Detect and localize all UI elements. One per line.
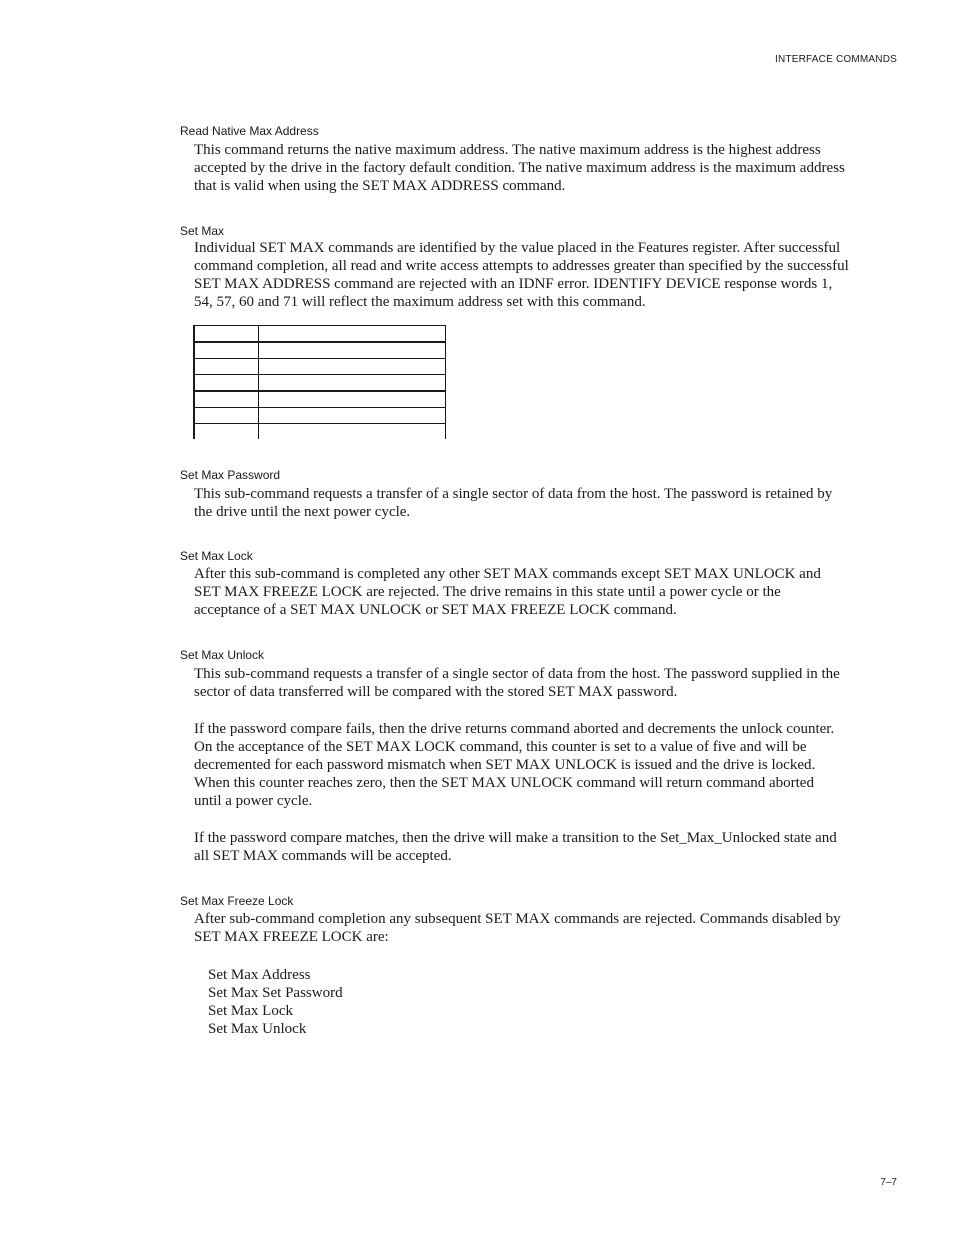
disabled-commands-list — [208, 966, 343, 1038]
list-item: Set Max Lock — [208, 1003, 293, 1019]
list-item: Set Max Set Password — [208, 985, 343, 1001]
text-line: that is valid when using the SET MAX ADDRESS command. — [194, 178, 566, 194]
paragraph-set-max — [194, 239, 866, 311]
section-heading-set-max-freeze-lock: Set Max Freeze Lock — [180, 894, 294, 908]
text-line: On the acceptance of the SET MAX LOCK command, this counter is set to a value of five and will be — [194, 739, 807, 755]
table-row — [194, 424, 446, 440]
table-cell — [194, 359, 259, 375]
text-line: 54, 57, 60 and 71 will reflect the maximum address set with this command. — [194, 294, 646, 310]
table-cell — [194, 375, 259, 392]
table-cell — [259, 424, 446, 440]
table-row — [194, 408, 446, 424]
list-item: Set Max Unlock — [208, 1021, 307, 1037]
table-cell — [194, 424, 259, 440]
table-cell — [259, 391, 446, 408]
table-cell — [259, 342, 446, 359]
table-cell — [194, 391, 259, 408]
table-row — [194, 375, 446, 392]
list-item: Set Max Address — [208, 967, 311, 983]
text-line: all SET MAX commands will be accepted. — [194, 848, 452, 864]
section-heading-set-max-lock: Set Max Lock — [180, 549, 253, 563]
text-line: SET MAX FREEZE LOCK are rejected. The drive remains in this state until a power cycle or the — [194, 584, 781, 600]
paragraph-set-max-freeze-lock — [194, 910, 866, 946]
text-line: SET MAX ADDRESS command are rejected with an IDNF error. IDENTIFY DEVICE response words 1, — [194, 276, 833, 292]
table-cell — [194, 326, 259, 343]
text-line: SET MAX FREEZE LOCK are: — [194, 929, 389, 945]
text-line: If the password compare matches, then the drive will make a transition to the Set_Max_Unlocked state and — [194, 830, 837, 846]
set-max-features-table — [193, 325, 446, 439]
paragraph-set-max-unlock-3 — [194, 829, 866, 865]
table-cell — [259, 375, 446, 392]
table-row — [194, 359, 446, 375]
text-line: sector of data transferred will be compared with the stored SET MAX password. — [194, 684, 678, 700]
text-line: After this sub-command is completed any other SET MAX commands except SET MAX UNLOCK and — [194, 566, 821, 582]
table-cell — [194, 342, 259, 359]
paragraph-set-max-lock — [194, 565, 866, 619]
section-heading-set-max-unlock: Set Max Unlock — [180, 648, 265, 662]
text-line: When this counter reaches zero, then the SET MAX UNLOCK command will return command aborted — [194, 775, 814, 791]
page-number: 7–7 — [880, 1177, 897, 1188]
table-row — [194, 342, 446, 359]
text-line: This command returns the native maximum address. The native maximum address is the highest address — [194, 142, 821, 158]
text-line: decremented for each password mismatch when SET MAX UNLOCK is issued and the drive is locked. — [194, 757, 816, 773]
section-heading-set-max-password: Set Max Password — [180, 468, 281, 482]
section-heading-read-native-max-address: Read Native Max Address — [180, 124, 319, 138]
text-line: Individual SET MAX commands are identified by the value placed in the Features register. After successful — [194, 240, 841, 256]
paragraph-set-max-unlock-2 — [194, 720, 866, 810]
paragraph-read-native-max-address — [194, 141, 866, 195]
text-line: After sub-command completion any subsequent SET MAX commands are rejected. Commands disabled by — [194, 911, 841, 927]
table-row — [194, 391, 446, 408]
text-line: accepted by the drive in the factory default condition. The native maximum address is the maximum address — [194, 160, 845, 176]
table-row — [194, 326, 446, 343]
text-line: command completion, all read and write access attempts to addresses greater than specified by the successful — [194, 258, 849, 274]
text-line: the drive until the next power cycle. — [194, 504, 411, 520]
text-line: until a power cycle. — [194, 793, 313, 809]
text-line: This sub-command requests a transfer of a single sector of data from the host. The password is retained by — [194, 486, 833, 502]
table-cell — [259, 408, 446, 424]
text-line: If the password compare fails, then the drive returns command aborted and decrements the unlock counter. — [194, 721, 835, 737]
table-cell — [259, 359, 446, 375]
text-line: This sub-command requests a transfer of a single sector of data from the host. The password supplied in the — [194, 666, 840, 682]
running-head: INTERFACE COMMANDS — [775, 54, 897, 65]
table-cell — [259, 326, 446, 343]
paragraph-set-max-unlock-1 — [194, 665, 866, 701]
section-heading-set-max: Set Max — [180, 224, 225, 238]
text-line: acceptance of a SET MAX UNLOCK or SET MAX FREEZE LOCK command. — [194, 602, 677, 618]
paragraph-set-max-password — [194, 485, 866, 521]
table-cell — [194, 408, 259, 424]
